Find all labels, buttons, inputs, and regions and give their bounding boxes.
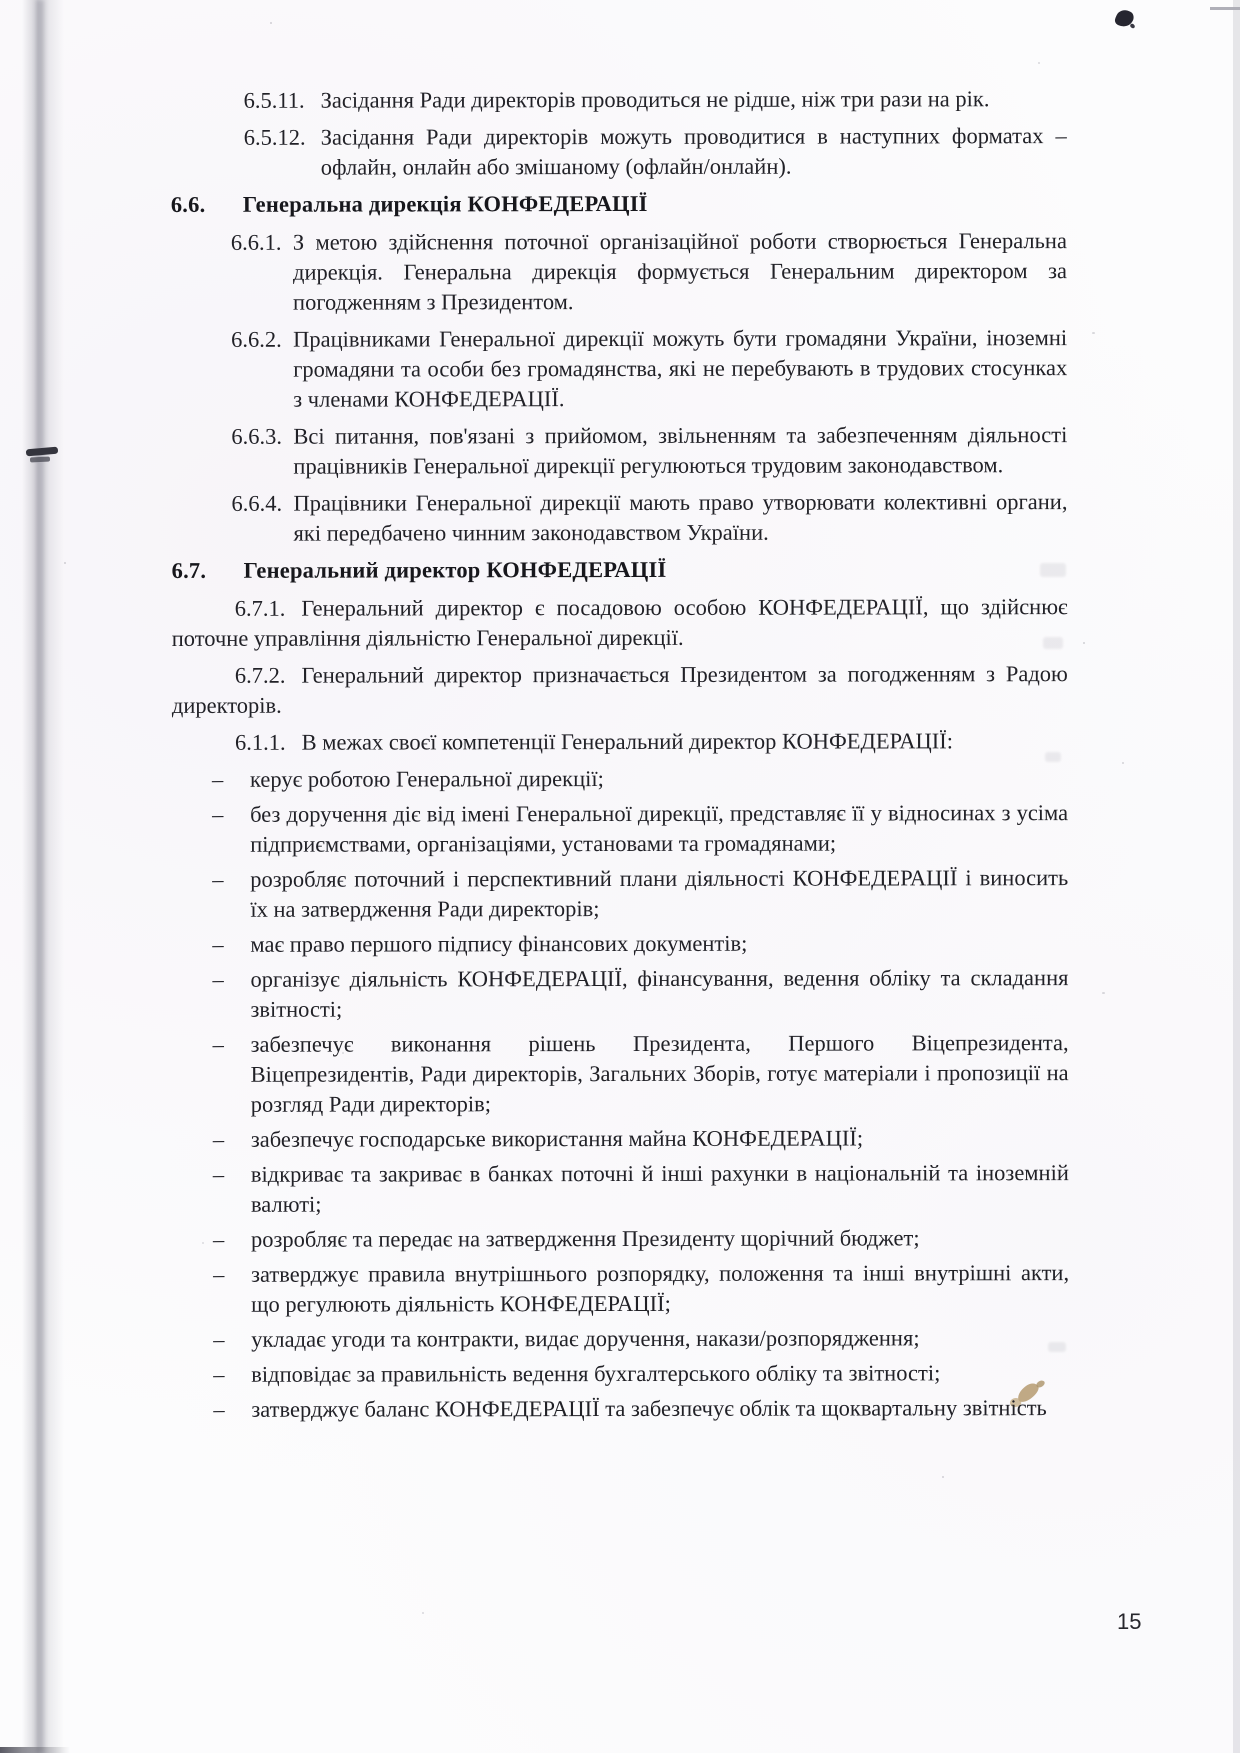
paper-speck (64, 562, 66, 564)
paper-speck (270, 22, 272, 24)
scan-edge-shadow-core (36, 0, 44, 1753)
dash-marker: – (212, 1226, 225, 1252)
clause-6-7-1 (172, 592, 1068, 654)
dash-marker: – (212, 931, 224, 957)
list-item (173, 1223, 1069, 1255)
clause-number: 6.6.3. (231, 423, 282, 449)
clause-number: 6.7.2. (234, 662, 286, 688)
scan-corner-shadow (0, 1747, 70, 1753)
list-item-text: відкриває та закриває в банках поточні й інші рахунки в національній та іноземній валюті; (250, 1160, 1069, 1217)
clause-number: 6.6.1. (230, 229, 282, 255)
page-number: 15 (1117, 1609, 1142, 1634)
clause-6-6-3 (171, 420, 1067, 482)
section-heading-6-7 (172, 554, 1068, 586)
section-heading-6-6 (171, 188, 1067, 220)
list-item (173, 1393, 1069, 1425)
clause-6-6-4 (171, 487, 1067, 549)
list-item (173, 1158, 1069, 1220)
clause-text: Засідання Ради директорів можуть проводитися в наступних форматах – офлайн, онлайн або змішаному (офлайн/онлайн). (320, 123, 1067, 180)
dash-marker: – (213, 1261, 225, 1287)
list-item-text: відповідає за правильність ведення бухгалтерського обліку та звітності; (251, 1360, 941, 1387)
list-item (172, 963, 1068, 1025)
section-title: Генеральний директор КОНФЕДЕРАЦІЇ (243, 556, 667, 583)
dash-marker: – (212, 801, 224, 827)
paper-speck (1092, 332, 1095, 334)
clause-number: 6.6.2. (231, 326, 282, 352)
clause-6-1-1 (172, 726, 1068, 758)
clause-number: 6.7.1. (234, 595, 286, 621)
scan-edge-shadow (1233, 0, 1240, 1753)
list-item-text: організує діяльність КОНФЕДЕРАЦІЇ, фінансування, ведення обліку та складання звітності; (250, 965, 1069, 1022)
clause-6-5-11 (171, 84, 1067, 116)
list-item-text: розробляє поточний і перспективний плани діяльності КОНФЕДЕРАЦІЇ і виносить їх на затвердження Ради директорів; (250, 865, 1069, 922)
dash-marker: – (212, 866, 224, 892)
dash-marker: – (212, 1126, 225, 1152)
section-number: 6.6. (170, 191, 206, 217)
list-item-text: затверджує баланс КОНФЕДЕРАЦІЇ та забезпечує облік та щоквартальну звітність (251, 1395, 1047, 1422)
paper-speck (1102, 992, 1105, 994)
list-item (173, 1258, 1069, 1320)
clause-text: З метою здійснення поточної організаційної роботи створюється Генеральна дирекція. Генеральна дирекція формується Генеральним директором за погодженням з Президентом. (292, 228, 1068, 315)
binder-mark (30, 456, 50, 462)
list-item-text: керує роботою Генеральної дирекції; (250, 766, 604, 792)
clause-6-5-12 (171, 121, 1067, 183)
list-item-text: без доручення діє від імені Генеральної дирекції, представляє її у відносинах з усіма підприємствами, організаціями, установами та громадянами; (250, 800, 1069, 857)
clause-text: Генеральний директор призначається Президентом за погодженням з Радою директорів. (171, 661, 1068, 718)
dash-marker: – (213, 1396, 225, 1422)
clause-6-7-2 (172, 659, 1068, 721)
clause-text: В межах своєї компетенції Генеральний директор КОНФЕДЕРАЦІЇ: (301, 728, 953, 755)
list-item (172, 798, 1068, 860)
list-item-text: розробляє та передає на затвердження Президенту щорічний бюджет; (250, 1225, 920, 1252)
clause-text: Працівниками Генеральної дирекції можуть бути громадяни України, іноземні громадяни та особи без громадянства, які не перебувають в трудових стосунках з членами КОНФЕДЕРАЦІЇ. (293, 325, 1068, 412)
list-item (173, 1358, 1069, 1390)
list-item-text: укладає угоди та контракти, видає доручення, накази/розпорядження; (251, 1325, 920, 1352)
list-item-text: затверджує правила внутрішнього розпорядку, положення та інші внутрішні акти, що регулюють діяльність КОНФЕДЕРАЦІЇ; (251, 1260, 1070, 1317)
dash-marker: – (213, 1361, 225, 1387)
dash-marker: – (212, 766, 224, 792)
list-item (172, 928, 1068, 960)
dash-marker: – (212, 1161, 225, 1187)
clause-text: Працівники Генеральної дирекції мають право утворювати колективні органи, які передбачено чинним законодавством України. (293, 489, 1068, 546)
list-item (173, 1323, 1069, 1355)
paper-speck (1038, 62, 1040, 64)
clause-number: 6.1.1. (234, 729, 286, 755)
paper-speck (422, 1612, 424, 1614)
clause-number: 6.6.4. (231, 490, 283, 516)
clause-6-6-2 (171, 323, 1067, 415)
clause-text: Всі питання, пов'язані з прийомом, звільненням та забезпеченням діяльності працівників Генеральної дирекції регулюються трудовим законодавством. (293, 422, 1068, 479)
section-number: 6.7. (171, 557, 207, 583)
dash-marker: – (212, 966, 224, 992)
clause-text: Засідання Ради директорів проводиться не рідше, ніж три рази на рік. (320, 86, 990, 113)
clause-number: 6.5.11. (243, 87, 305, 113)
document-content (171, 84, 1070, 1430)
dash-marker: – (213, 1326, 225, 1352)
clause-text: Генеральний директор є посадовою особою КОНФЕДЕРАЦІЇ, що здійснює поточне управління діяльністю Генеральної дирекції. (171, 594, 1068, 651)
list-item-text: забезпечує господарське використання майна КОНФЕДЕРАЦІЇ; (250, 1125, 864, 1152)
paper-speck (942, 1476, 944, 1478)
section-title: Генеральна дирекція КОНФЕДЕРАЦІЇ (242, 190, 648, 217)
clause-number: 6.5.12. (243, 124, 306, 150)
paper-speck (1083, 642, 1085, 644)
list-item (172, 763, 1068, 795)
list-item (173, 1123, 1069, 1155)
list-item (173, 1028, 1069, 1120)
paper-speck (1122, 762, 1124, 764)
list-item-text: має право першого підпису фінансових документів; (250, 930, 748, 957)
dash-marker: – (212, 1031, 224, 1057)
ink-blot (1129, 23, 1135, 29)
list-item (172, 863, 1068, 925)
list-item-text: забезпечує виконання рішень Президента, Першого Віцепрезидента, Віцепрезидентів, Ради директорів, Загальних Зборів, готує матеріали і пропозиції на розгляд Ради директорів; (250, 1030, 1069, 1117)
clause-6-6-1 (171, 226, 1067, 318)
